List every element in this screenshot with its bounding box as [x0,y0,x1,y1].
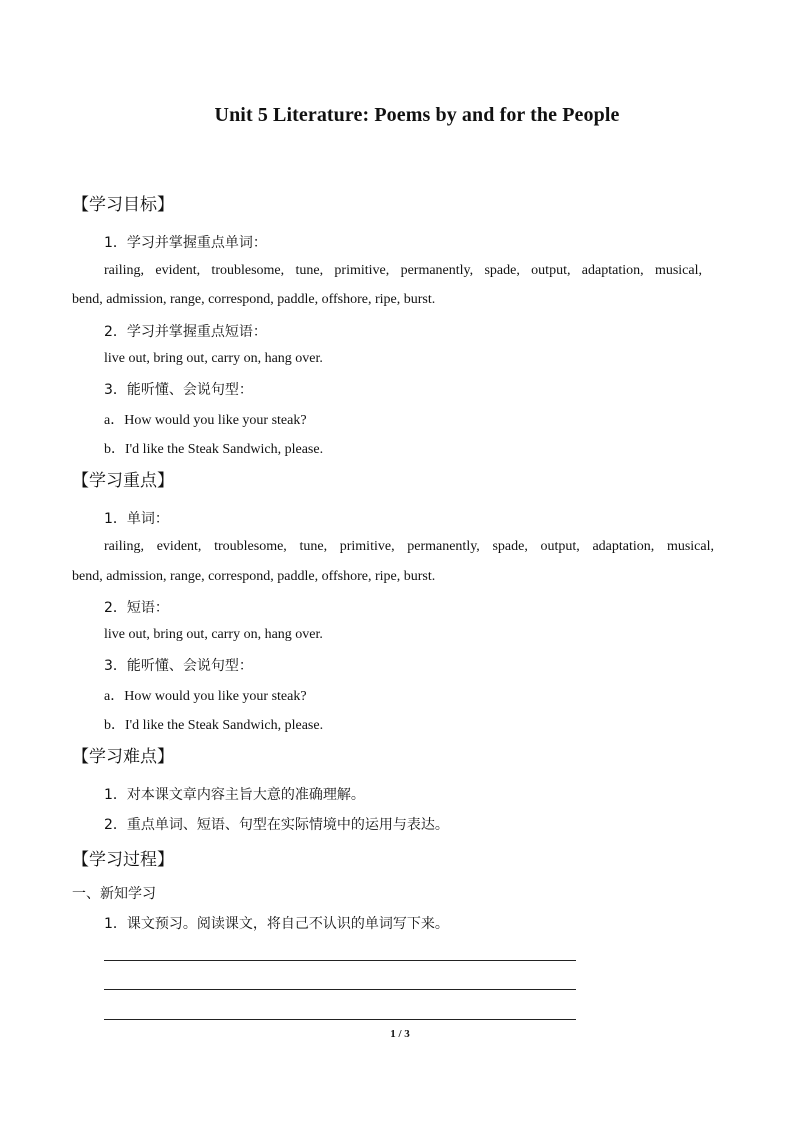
goals-item3-label: 3．能听懂、会说句型： [104,382,253,398]
answer-line-1 [104,960,576,961]
page-number: 1 / 3 [390,1028,410,1040]
goals-sentence-b: b．I'd like the Steak Sandwich, please. [104,442,324,457]
section-heading-goals: 【学习目标】 [72,195,174,215]
goals-word-list-line2: bend, admission, range, correspond, paddle, offshore, ripe, burst. [72,292,436,307]
answer-line-2 [104,989,576,990]
focus-word-list-line1: railing, evident, troublesome, tune, primitive, permanently, spade, output, adaptation, musical, [104,539,714,554]
focus-sentence-a: a．How would you like your steak? [104,689,307,704]
focus-item3-label: 3．能听懂、会说句型： [104,658,253,674]
goals-sentence-a: a．How would you like your steak? [104,413,307,428]
process-task1: 1．课文预习。阅读课文，将自己不认识的单词写下来。 [104,916,449,932]
focus-phrase-list: live out, bring out, carry on, hang over. [104,627,323,642]
goals-word-list-line1: railing, evident, troublesome, tune, primitive, permanently, spade, output, adaptation, musical, [104,263,702,278]
section-heading-process: 【学习过程】 [72,850,174,870]
focus-item1-label: 1．单词： [104,511,169,527]
process-part1-label: 一、新知学习 [72,886,156,902]
goals-item2-label: 2．学习并掌握重点短语： [104,324,267,340]
focus-item2-label: 2．短语： [104,600,169,616]
document-title: Unit 5 Literature: Poems by and for the People [214,104,620,126]
answer-line-3 [104,1019,576,1020]
goals-item1-label: 1．学习并掌握重点单词： [104,235,267,251]
goals-phrase-list: live out, bring out, carry on, hang over. [104,351,323,366]
section-heading-difficulty: 【学习难点】 [72,747,174,767]
difficulty-item1: 1．对本课文章内容主旨大意的准确理解。 [104,787,365,803]
difficulty-item2: 2．重点单词、短语、句型在实际情境中的运用与表达。 [104,817,449,833]
section-heading-focus: 【学习重点】 [72,471,174,491]
focus-word-list-line2: bend, admission, range, correspond, paddle, offshore, ripe, burst. [72,569,436,584]
focus-sentence-b: b．I'd like the Steak Sandwich, please. [104,718,324,733]
